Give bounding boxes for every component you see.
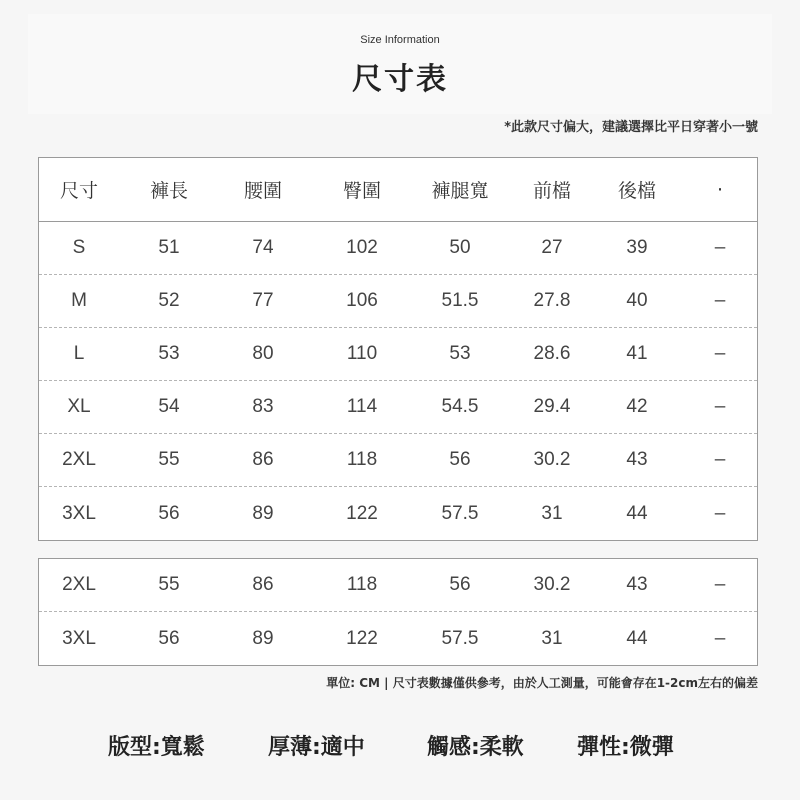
table-cell: 56 bbox=[158, 627, 180, 649]
table-cell: 89 bbox=[252, 502, 274, 524]
table-cell: 56 bbox=[158, 502, 180, 524]
table-cell: 86 bbox=[252, 574, 274, 595]
size-advice-note: *此款尺寸偏大，建議選擇比平日穿著小一號 bbox=[504, 120, 758, 135]
table-cell: 3XL bbox=[62, 627, 96, 649]
table-header-row bbox=[39, 158, 757, 222]
feature-fit: 版型:寬鬆 bbox=[108, 735, 205, 760]
table-cell: – bbox=[714, 237, 726, 258]
table-cell: 27 bbox=[541, 237, 563, 258]
page-title: 尺寸表 bbox=[352, 62, 448, 97]
feature-list bbox=[0, 730, 800, 770]
table-cell: 52 bbox=[158, 290, 180, 311]
column-header-waist: 腰圍 bbox=[243, 180, 283, 202]
table-cell: 106 bbox=[346, 290, 378, 311]
table-cell: 2XL bbox=[62, 574, 96, 595]
table-cell: 122 bbox=[346, 627, 378, 649]
table-cell: 110 bbox=[346, 343, 378, 364]
table-row bbox=[39, 222, 757, 275]
size-table bbox=[38, 157, 758, 541]
table-cell: 77 bbox=[252, 290, 274, 311]
table-cell: 86 bbox=[252, 449, 274, 470]
table-body-extra bbox=[39, 559, 757, 665]
table-cell: 28.6 bbox=[533, 343, 571, 364]
table-cell: 42 bbox=[626, 396, 648, 417]
feature-elasticity: 彈性:微彈 bbox=[577, 735, 674, 760]
column-header-extra: · bbox=[716, 178, 724, 201]
table-cell: 30.2 bbox=[533, 574, 571, 595]
table-cell: 55 bbox=[158, 449, 180, 470]
table-cell: 41 bbox=[626, 343, 648, 364]
table-cell: 51 bbox=[158, 237, 180, 258]
table-cell: 30.2 bbox=[533, 449, 571, 470]
table-row bbox=[39, 612, 757, 665]
table-cell: 83 bbox=[252, 396, 274, 417]
table-cell: – bbox=[714, 343, 726, 364]
table-cell: 54 bbox=[158, 396, 180, 417]
table-cell: – bbox=[714, 574, 726, 595]
table-row bbox=[39, 328, 757, 381]
table-cell: 55 bbox=[158, 574, 180, 595]
table-cell: S bbox=[72, 237, 86, 258]
table-cell: 54.5 bbox=[441, 396, 479, 417]
table-cell: 3XL bbox=[62, 502, 96, 524]
table-cell: 53 bbox=[158, 343, 180, 364]
table-cell: – bbox=[714, 502, 726, 524]
table-cell: 53 bbox=[449, 343, 471, 364]
table-cell: 31 bbox=[541, 502, 563, 524]
table-cell: 114 bbox=[346, 396, 378, 417]
table-cell: – bbox=[714, 396, 726, 417]
table-cell: 102 bbox=[346, 237, 378, 258]
table-cell: 31 bbox=[541, 627, 563, 649]
table-cell: 50 bbox=[449, 237, 471, 258]
table-cell: 122 bbox=[346, 502, 378, 524]
table-cell: 57.5 bbox=[441, 502, 479, 524]
table-cell: – bbox=[714, 627, 726, 649]
table-row bbox=[39, 381, 757, 434]
table-cell: 44 bbox=[626, 502, 648, 524]
table-cell: 89 bbox=[252, 627, 274, 649]
table-cell: 44 bbox=[626, 627, 648, 649]
table-cell: – bbox=[714, 290, 726, 311]
table-cell: – bbox=[714, 449, 726, 470]
table-body bbox=[39, 222, 757, 540]
table-cell: 80 bbox=[252, 343, 274, 364]
table-cell: 40 bbox=[626, 290, 648, 311]
page-subtitle: Size Information bbox=[360, 34, 440, 46]
column-header-back-rise: 後檔 bbox=[617, 180, 657, 202]
column-header-leg-width: 褲腿寬 bbox=[431, 180, 489, 202]
measurement-note: 單位: CM | 尺寸表數據僅供參考，由於人工測量，可能會存在1-2cm左右的偏差 bbox=[326, 676, 758, 690]
column-header-size: 尺寸 bbox=[59, 180, 99, 202]
table-cell: 29.4 bbox=[533, 396, 571, 417]
table-row bbox=[39, 434, 757, 487]
column-header-hip: 臀圍 bbox=[342, 180, 382, 202]
table-cell: 74 bbox=[252, 237, 274, 258]
column-header-front-rise: 前檔 bbox=[532, 180, 572, 202]
table-cell: 56 bbox=[449, 574, 471, 595]
table-cell: 2XL bbox=[62, 449, 96, 470]
table-cell: 27.8 bbox=[533, 290, 571, 311]
table-row bbox=[39, 275, 757, 328]
feature-texture: 觸感:柔軟 bbox=[427, 735, 524, 760]
table-row bbox=[39, 559, 757, 612]
table-row bbox=[39, 487, 757, 540]
table-cell: 39 bbox=[626, 237, 648, 258]
table-cell: XL bbox=[67, 396, 91, 417]
table-cell: 43 bbox=[626, 449, 648, 470]
table-cell: L bbox=[73, 343, 85, 364]
table-cell: 118 bbox=[346, 449, 378, 470]
table-cell: 118 bbox=[346, 574, 378, 595]
feature-thickness: 厚薄:適中 bbox=[268, 735, 365, 760]
table-cell: 51.5 bbox=[441, 290, 479, 311]
table-cell: 43 bbox=[626, 574, 648, 595]
size-table-extra bbox=[38, 558, 758, 666]
table-cell: M bbox=[71, 290, 87, 311]
table-cell: 57.5 bbox=[441, 627, 479, 649]
column-header-length: 褲長 bbox=[149, 180, 189, 202]
table-cell: 56 bbox=[449, 449, 471, 470]
